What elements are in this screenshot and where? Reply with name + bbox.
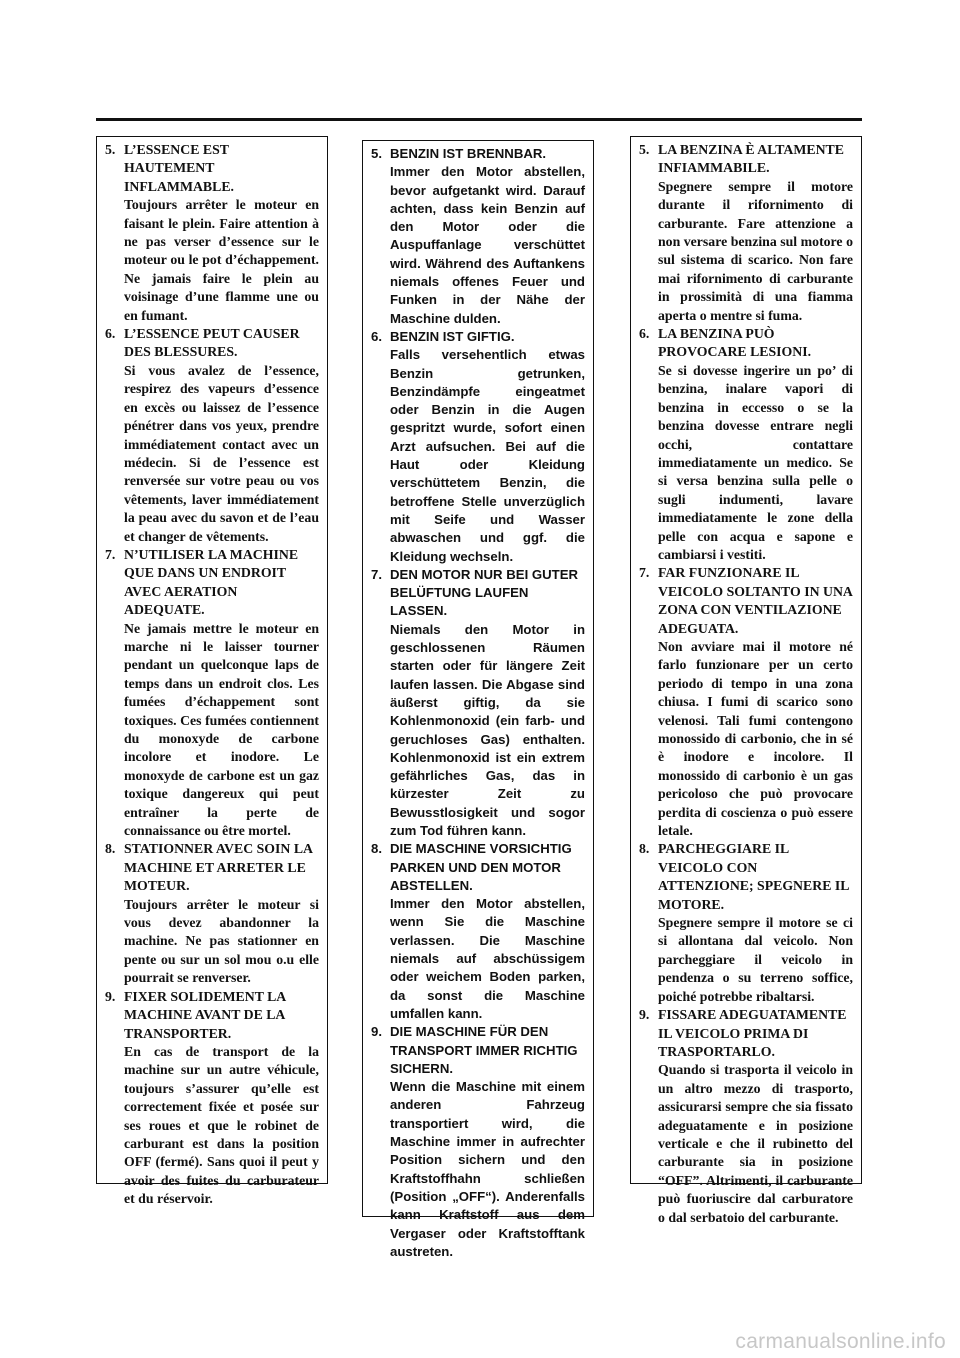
top-rule bbox=[96, 118, 862, 121]
list-item: 7. DEN MOTOR NUR BEI GUTER BELÜFTUNG LAUFEN LASSEN. Niemals den Motor in geschlossenen Räumen starten oder für längere Zeit laufen lassen. Die Abgase sind äußerst giftig, da sie Kohlenmonoxid (ein farb- und geruchloses Gas) enthalten. Kohlenmonoxid ist ein extrem gefährliches Gas, das in kürzester Zeit zu Bewusstlosigkeit und sogor zum Tod führen kann. bbox=[371, 566, 585, 838]
list-item: 8. DIE MASCHINE VORSICHTIG PARKEN UND DEN MOTOR ABSTELLEN. Immer den Motor abstellen, wenn Sie die Maschine verlassen. Die Maschine niemals auf abschüssigem oder weichem Boden parken, da sonst die Maschine umfallen kann. bbox=[371, 841, 585, 1021]
column-italian bbox=[630, 136, 862, 1225]
watermark: carmanualsonline.info bbox=[735, 1330, 946, 1353]
list-item: 6. BENZIN IST GIFTIG. Falls versehentlich etwas Benzin getrunken, Benzindämpfe eingeatmet oder Benzin in die Augen gespritzt wurde, sofort einen Arzt aufsuchen. Bei auf die Haut oder Kleidung verschüttetem Benzin, die betroffene Stelle unverzüglich mit Seife und Wasser abwaschen und ggf. die Kleidung wechseln. bbox=[371, 328, 585, 564]
list-item: 9. FISSARE ADEGUATAMENTE IL VEICOLO PRIMA DI TRASPORTARLO. Quando si trasporta il veicolo in un altro mezzo di trasporto, assicurarsi sempre che sia fissato adeguatamente e in posizione verticale e che il rubinetto del carburante sia in posizione “OFF”. Altrimenti, il carburante può fuoriuscire dal carburatore o dal serbatoio del carburante. bbox=[639, 1007, 853, 1225]
list-item: 5. LA BENZINA È ALTAMENTE INFIAMMABILE. Spegnere sempre il motore durante il rifornimento di carburante. Fare attenzione a non versare benzina sul motore o sul sistema di scarico. Non fare mai rifornimento di carburante in prossimità di una fiamma aperta o mentre si fuma. bbox=[639, 142, 853, 323]
list-item: 6. LA BENZINA PUÒ PROVOCARE LESIONI. Se si dovesse ingerire un po’ di benzina, inalare vapori di benzina in eccesso o se la benzina dovesse entrare negli occhi, contattare immediatamente un medico. Se si versa benzina sulla pelle o sugli indumenti, lavare immediatamente le zone della pelle con acqua e sapone e cambiarsi i vestiti. bbox=[639, 326, 853, 562]
list-item: 9. FIXER SOLIDEMENT LA MACHINE AVANT DE LA TRANSPORTER. En cas de transport de la machine sur un autre véhicule, toujours s’assurer qu’elle est correctement fixée et posée sur ses roues et que le robinet de carburant est dans la position OFF (fermé). Sans quoi il peut y avoir des fuites du carburateur et du réservoir. bbox=[105, 988, 319, 1207]
list-item: 5. BENZIN IST BRENNBAR. Immer den Motor abstellen, bevor aufgetankt wird. Darauf achten, dass kein Benzin auf den Motor oder die Auspuffanlage verschüttet wird. Während des Auftankens niemals offenes Feuer und Funken in der Nähe der Maschine dulden. bbox=[371, 146, 585, 326]
list-item: 7. N’UTILISER LA MACHINE QUE DANS UN ENDROIT AVEC AERATION ADEQUATE. Ne jamais mettre le moteur en marche ni le laisser tourner pendant un quelconque laps de temps dans un endroit clos. Les fumées d’échappement sont toxiques. Ces fumées contiennent du monoxyde de carbone incolore et inodore. Le monoxyde de carbone est un gaz toxique dangereux qui peut entraîner la perte de connaissance ou être mortel. bbox=[105, 546, 319, 839]
list-item: 8. STATIONNER AVEC SOIN LA MACHINE ET ARRETER LE MOTEUR. Toujours arrêter le moteur si vous devez abandonner la machine. Ne pas stationner en pente ou sur un sol mou o.u elle pourrait se renverser. bbox=[105, 841, 319, 986]
list-item: 9. DIE MASCHINE FÜR DEN TRANSPORT IMMER RICHTIG SICHERN. Wenn die Maschine mit einem anderen Fahrzeug transportiert wird, die Maschine immer in aufrechter Position sichern und den Kraftstoffhahn schließen (Position „OFF“). Anderenfalls kann Kraftstoff aus dem Vergaser oder Kraftstofftank austreten. bbox=[371, 1024, 585, 1259]
list-item: 5. L’ESSENCE EST HAUTEMENT INFLAMMABLE. Toujours arrêter le moteur en faisant le plein. Faire attention à ne pas verser d’essence sur le moteur ou le pot d’échappement. Ne jamais faire le plein au voisinage d’une flamme une ou en fumant. bbox=[105, 142, 319, 323]
column-french bbox=[96, 136, 328, 1207]
list-item: 7. FAR FUNZIONARE IL VEICOLO SOLTANTO IN UNA ZONA CON VENTILAZIONE ADEGUATA. Non avviare mai il motore né farlo funzionare per un certo periodo di tempo in una zona chiusa. I fumi di scarico sono velenosi. Tali fumi contengono monossido di carbonio, che in sé è inodore e incolore. Il monossido di carbonio è un gas pericoloso che può provocare perdita di coscienza o può essere letale. bbox=[639, 565, 853, 839]
column-german bbox=[362, 140, 594, 1259]
list-item: 6. L’ESSENCE PEUT CAUSER DES BLESSURES. Si vous avalez de l’essence, respirez des vapeurs d’essence en excès ou laissez de l’essence pénétrer dans vos yeux, prendre immédiatement contact avec un médecin. Si de l’essence est renversée sur votre peau ou vos vêtements, laver immédiatement la peau avec du savon et de l’eau et changer de vêtements. bbox=[105, 326, 319, 544]
list-item: 8. PARCHEGGIARE IL VEICOLO CON ATTENZIONE; SPEGNERE IL MOTORE. Spegnere sempre il motore se ci si allontana dal veicolo. Non parcheggiare il veicolo in pendenza o su terreno soffice, poiché potrebbe ribaltarsi. bbox=[639, 841, 853, 1004]
